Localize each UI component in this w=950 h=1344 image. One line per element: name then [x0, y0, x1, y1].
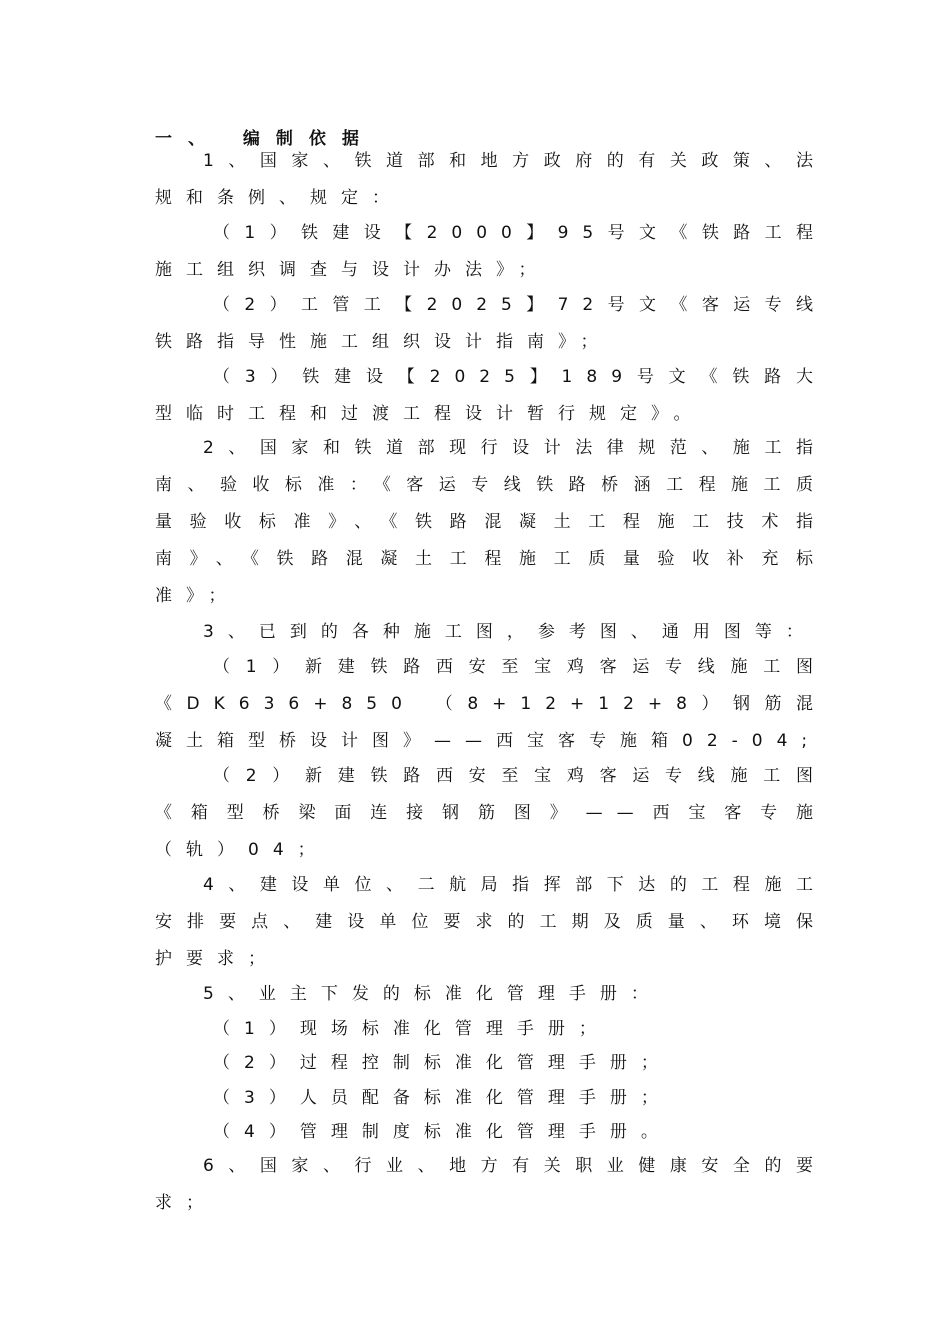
paragraph-4: 4、建设单位、二航局指挥部下达的工程施工安排要点、建设单位要求的工期及质量、环境保护要求； [155, 875, 827, 969]
paragraph-1: 1、国家、铁道部和地方政府的有关政策、法规和条例、规定： [155, 151, 827, 208]
paragraph-3: 3、已到的各种施工图，参考图、通用图等： [203, 622, 817, 642]
paragraph-1-2: （2）工管工【2025】72号文《客运专线铁路指导性施工组织设计指南》； [155, 295, 827, 352]
list-item-5-2: （2）过程控制标准化管理手册； [213, 1053, 672, 1073]
paragraph-3-1: （1）新建铁路西安至宝鸡客运专线施工图《DK636+850 （8+12+12+8）钢筋混凝土箱型桥设计图》——西宝客专施箱02-04; [155, 657, 827, 751]
section-heading: 一、 编制依据 [155, 129, 375, 149]
list-item-5-4: （4）管理制度标准化管理手册。 [213, 1122, 672, 1142]
list-item-5-3: （3）人员配备标准化管理手册； [213, 1088, 672, 1108]
paragraph-6: 6、国家、行业、地方有关职业健康安全的要求； [155, 1156, 827, 1213]
paragraph-1-3: （3）铁建设【2025】189号文《铁路大型临时工程和过渡工程设计暂行规定》。 [155, 367, 827, 424]
paragraph-5: 5、业主下发的标准化管理手册： [203, 984, 662, 1004]
paragraph-3-2: （2）新建铁路西安至宝鸡客运专线施工图《箱型桥梁面连接钢筋图》——西宝客专施（轨）04； [155, 766, 827, 860]
list-item-5-1: （1）现场标准化管理手册； [213, 1019, 610, 1039]
paragraph-2: 2、国家和铁道部现行设计法律规范、施工指南、验收标准：《客运专线铁路桥涵工程施工质量验收标准》、《铁路混凝土工程施工技术指南》、《铁路混凝土工程施工质量验收补充标准》； [155, 438, 827, 606]
paragraph-1-1: （1）铁建设【2000】95号文《铁路工程施工组织调查与设计办法》； [155, 223, 827, 280]
